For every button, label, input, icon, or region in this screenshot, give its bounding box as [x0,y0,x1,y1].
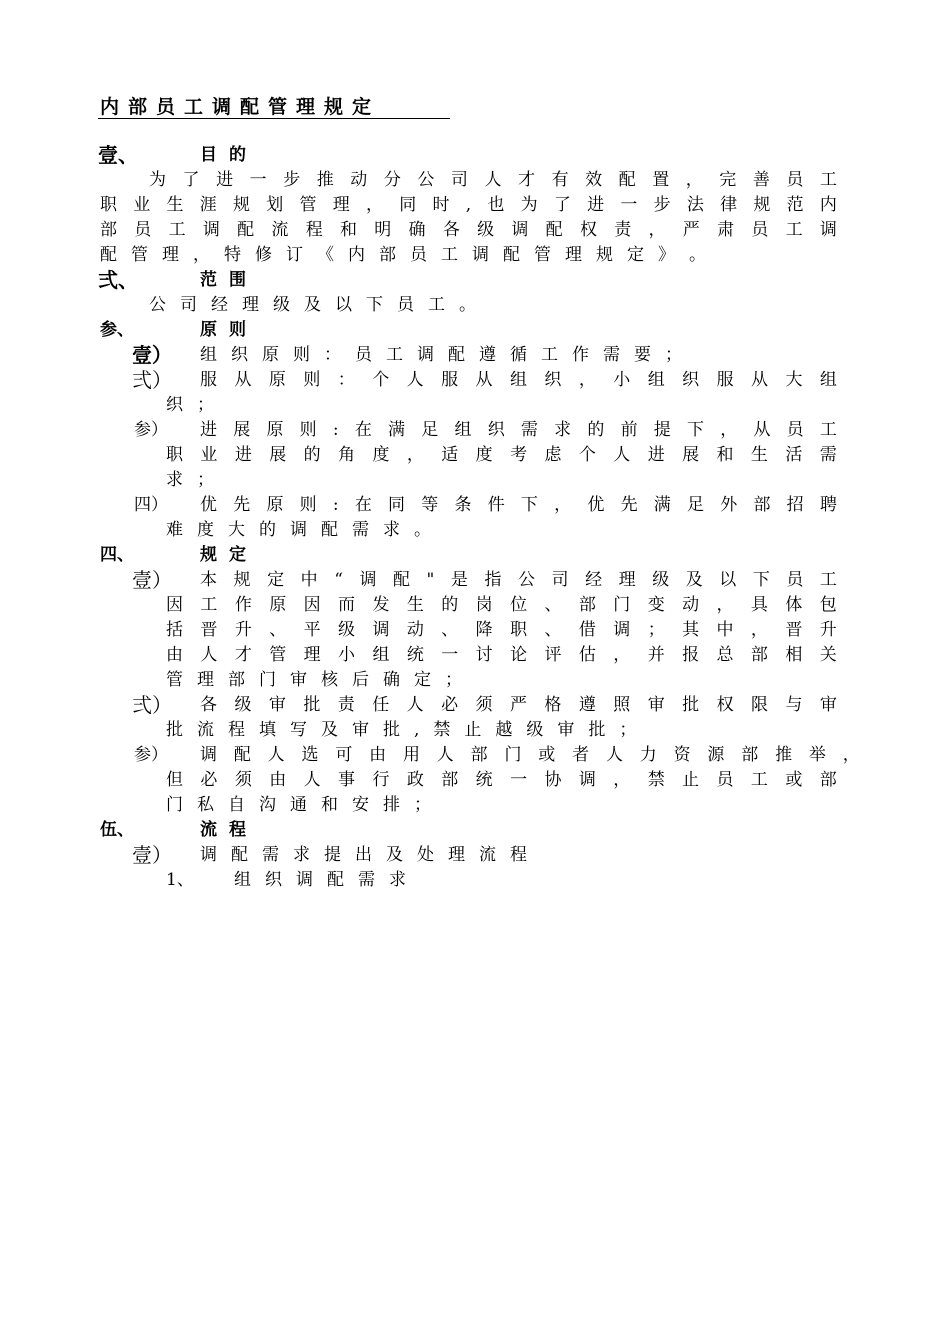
title-underline [98,118,450,119]
section-number: 壹、 [98,143,138,167]
paragraph-line: 公司经理级及以下员工。 [149,295,490,315]
item-marker: 四） [134,495,168,515]
paragraph-line: 为 了 进 一 步 推 动 分 公 司 人 才 有 效 配 置 ， 完 善 员 工 [149,170,837,190]
item-marker: 壹） [132,843,172,867]
section-heading: 目的 [200,145,258,165]
item-line: 调 配 人 选 可 由 用 人 部 门 或 者 人 力 资 源 部 推 举 ， [200,745,860,765]
item-line: 门私自沟通和安排； [166,795,445,815]
paragraph-line: 配管理，特修订《内部员工调配管理规定》。 [100,245,720,265]
item-line: 管理部门审核后确定； [166,670,476,690]
section-heading: 原则 [200,320,258,340]
item-line: 批流程填写及审批,禁止越级审批； [166,720,651,740]
item-line: 织； [166,395,228,415]
section-heading: 范围 [200,270,258,290]
item-line: 但 必 须 由 人 事 行 政 部 统 一 协 调 ， 禁 止 员 工 或 部 [166,770,837,790]
item-marker: 参） [134,420,168,440]
item-marker: 壹） [132,343,172,367]
item-marker: 壹） [132,568,172,592]
item-line: 优 先 原 则 : 在 同 等 条 件 下 ， 优 先 满 足 外 部 招 聘 [200,495,837,515]
item-marker: 弍） [132,368,172,392]
item-line: 组织原则：员工调配遵循工作需要； [200,345,696,365]
subitem-marker: 1、 [166,870,194,890]
subitem-line: 组织调配需求 [234,870,420,890]
item-line: 难度大的调配需求。 [166,520,445,540]
item-line: 服 从 原 则 ： 个 人 服 从 组 织 ， 小 组 织 服 从 大 组 [200,370,837,390]
item-line: 职 业 进 展 的 角 度 ， 适 度 考 虑 个 人 进 展 和 生 活 需 [166,445,837,465]
item-line: 本 规 定 中 “ 调 配 " 是 指 公 司 经 理 级 及 以 下 员 工 [200,570,837,590]
item-line: 括 晋 升 、 平 级 调 动 、 降 职 、 借 调 ； 其 中 ， 晋 升 [166,620,837,640]
document-title: 内部员工调配管理规定 [100,96,381,118]
item-marker: 弍） [132,693,172,717]
item-line: 调配需求提出及处理流程 [200,845,541,865]
paragraph-line: 职 业 生 涯 规 划 管 理 ， 同 时 , 也 为 了 进 一 步 法 律 规 范 内 [100,195,837,215]
item-line: 由 人 才 管 理 小 组 统 一 讨 论 评 估 ， 并 报 总 部 相 关 [166,645,837,665]
paragraph-line: 部 员 工 调 配 流 程 和 明 确 各 级 调 配 权 责 ， 严 肃 员 工 调 [100,220,837,240]
item-marker: 参） [134,745,168,765]
section-number: 伍、 [100,820,134,840]
item-line: 因 工 作 原 因 而 发 生 的 岗 位 、 部 门 变 动 ， 具 体 包 [166,595,837,615]
item-line: 求； [166,470,228,490]
section-heading: 流程 [200,820,258,840]
item-line: 各 级 审 批 责 任 人 必 须 严 格 遵 照 审 批 权 限 与 审 [200,695,837,715]
section-number: 四、 [100,545,134,565]
section-heading: 规定 [200,545,258,565]
item-line: 进 展 原 则 : 在 满 足 组 织 需 求 的 前 提 下 ， 从 员 工 [200,420,837,440]
section-number: 参、 [100,320,134,340]
section-number: 弍、 [98,268,138,292]
